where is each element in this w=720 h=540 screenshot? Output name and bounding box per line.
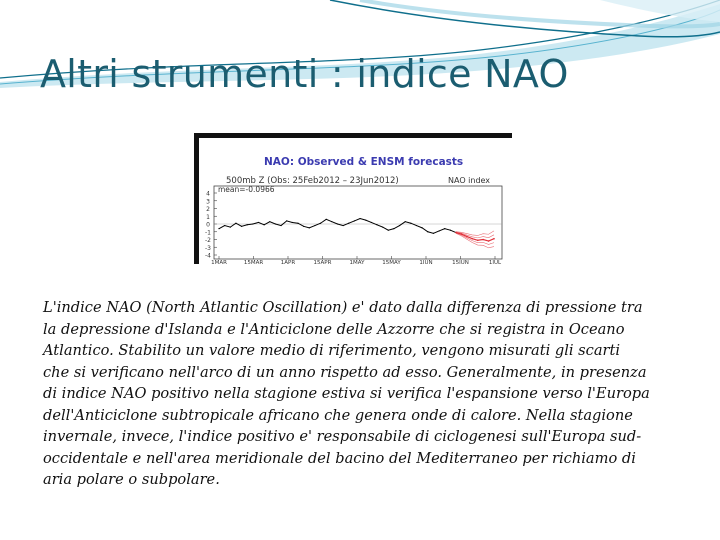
chart-subheading: 500mb Z (Obs: 25Feb2012 – 23Jun2012) bbox=[226, 176, 399, 186]
chart-heading: NAO: Observed & ENSM forecasts bbox=[264, 156, 464, 168]
body-line: dell'Anticiclone subtropicale africano che genera onde di calore. Nella stagione bbox=[43, 406, 633, 424]
x-tick-label: 1JUL bbox=[488, 260, 502, 264]
forecast-point bbox=[471, 238, 473, 240]
y-tick-label: 4 bbox=[206, 190, 210, 198]
figure-left-border bbox=[194, 133, 199, 264]
forecast-point bbox=[455, 232, 457, 234]
x-tick-label: 15APR bbox=[313, 260, 332, 264]
observed-point bbox=[264, 224, 265, 225]
observed-point bbox=[218, 228, 219, 229]
observed-point bbox=[348, 223, 349, 224]
observed-point bbox=[422, 227, 423, 228]
y-tick-label: -4 bbox=[205, 252, 211, 260]
observed-point bbox=[450, 230, 451, 231]
observed-point bbox=[286, 220, 287, 221]
observed-point bbox=[359, 218, 360, 219]
observed-point bbox=[371, 222, 372, 223]
observed-point bbox=[427, 231, 428, 232]
body-paragraph bbox=[43, 297, 683, 491]
nao-chart-figure bbox=[194, 133, 512, 264]
x-tick-label: 1APR bbox=[280, 260, 296, 264]
y-tick-label: 3 bbox=[206, 198, 210, 206]
observed-point bbox=[280, 225, 281, 226]
y-tick-label: -3 bbox=[205, 244, 211, 252]
body-line: Atlantico. Stabilito un valore medio di riferimento, vengono misurati gli scarti bbox=[43, 342, 621, 359]
observed-point bbox=[337, 223, 338, 224]
body-line: invernale, invece, l'indice positivo e' responsabile di ciclogenesi sull'Europa sud- bbox=[43, 428, 642, 445]
observed-point bbox=[309, 227, 310, 228]
body-line: L'indice NAO (North Atlantic Oscillation) e' dato dalla differenza di pressione tra bbox=[43, 299, 643, 316]
nao-chart bbox=[194, 133, 512, 264]
observed-point bbox=[230, 227, 231, 228]
observed-point bbox=[405, 221, 406, 222]
chart-index-label: NAO index bbox=[448, 176, 491, 185]
body-line: che si verificano nell'arco di un anno rispetto ad esso. Generalmente, in presenza bbox=[43, 363, 647, 381]
observed-point bbox=[438, 230, 439, 231]
y-tick-label: 2 bbox=[206, 206, 210, 213]
observed-point bbox=[269, 221, 270, 222]
observed-point bbox=[247, 224, 248, 225]
x-tick-label: 1MAR bbox=[211, 260, 227, 264]
figure-top-border bbox=[194, 133, 512, 138]
forecast-point bbox=[466, 236, 468, 238]
slide-title: Altri strumenti : indice NAO bbox=[40, 52, 569, 96]
observed-point bbox=[365, 220, 366, 221]
y-tick-label: 0 bbox=[206, 221, 210, 229]
forecast-point bbox=[493, 238, 495, 240]
x-tick-label: 1JUN bbox=[419, 260, 433, 264]
observed-point bbox=[292, 222, 293, 223]
forecast-point bbox=[477, 239, 479, 241]
y-tick-label: 1 bbox=[206, 213, 210, 221]
body-line: la depressione d'Islanda e l'Anticiclone delle Azzorre che si registra in Oceano bbox=[43, 320, 625, 338]
chart-mean-label: mean=-0.0966 bbox=[218, 185, 275, 194]
body-line: di indice NAO positivo nella stagione estiva si verifica l'espansione verso l'Europa bbox=[43, 385, 650, 402]
observed-point bbox=[224, 225, 225, 226]
body-line: aria polare o subpolare. bbox=[43, 471, 220, 488]
observed-point bbox=[416, 225, 417, 226]
observed-point bbox=[235, 223, 236, 224]
observed-point bbox=[376, 224, 377, 225]
observed-point bbox=[444, 228, 445, 229]
x-tick-label: 15MAY bbox=[382, 260, 401, 264]
observed-point bbox=[410, 223, 411, 224]
observed-point bbox=[326, 219, 327, 220]
observed-point bbox=[275, 223, 276, 224]
x-tick-label: 1MAY bbox=[349, 260, 365, 264]
observed-point bbox=[393, 228, 394, 229]
x-tick-label: 15JUN bbox=[452, 260, 469, 264]
observed-point bbox=[258, 222, 259, 223]
observed-point bbox=[433, 233, 434, 234]
observed-point bbox=[354, 220, 355, 221]
forecast-point bbox=[488, 240, 490, 242]
body-line: occidentale e nell'area meridionale del bacino del Mediterraneo per richiamo di bbox=[43, 449, 636, 467]
observed-point bbox=[331, 221, 332, 222]
observed-point bbox=[314, 225, 315, 226]
forecast-point bbox=[482, 239, 484, 241]
y-tick-label: -1 bbox=[205, 229, 211, 237]
observed-point bbox=[303, 226, 304, 227]
observed-point bbox=[241, 226, 242, 227]
observed-point bbox=[320, 223, 321, 224]
observed-point bbox=[252, 223, 253, 224]
y-tick-label: -2 bbox=[205, 237, 211, 244]
observed-point bbox=[297, 223, 298, 224]
forecast-point bbox=[461, 233, 463, 235]
observed-point bbox=[399, 225, 400, 226]
observed-nao-line bbox=[219, 219, 456, 234]
observed-point bbox=[343, 225, 344, 226]
observed-point bbox=[382, 227, 383, 228]
observed-point bbox=[388, 230, 389, 231]
x-tick-label: 15MAR bbox=[243, 260, 264, 264]
